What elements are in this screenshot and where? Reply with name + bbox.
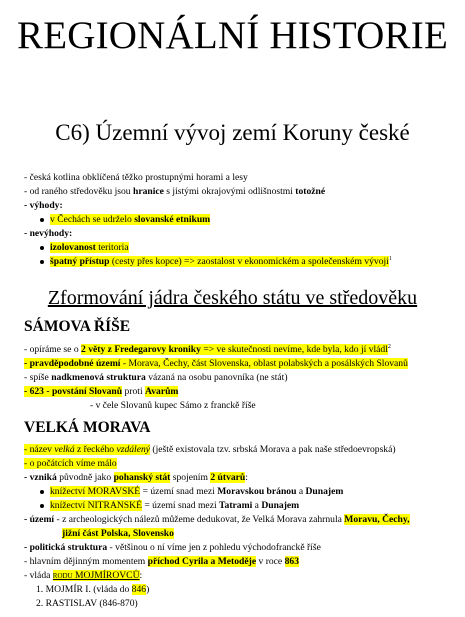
ruler-item-2: 2. RASTISLAV (846-870) [36, 598, 138, 609]
intro-advantage-item: v Čechách se udrželo slovanské etnikum [40, 214, 210, 226]
morava-line-6: - území - z archeologických nálezů můžeme dedukovat, že Velká Morava zahrnula Moravu, Čechy, [24, 514, 410, 525]
samo-line-4: - 623 - povstání Slovanů proti Avarům [24, 386, 179, 397]
chapter-title: C6) Územní vývoj zemí Koruny české [55, 120, 410, 145]
morava-line-8: - politická struktura - většinou o ní víme jen z pohledu východofranckě říše [24, 542, 321, 553]
samo-line-2: - pravděpodobné území - Morava, Čechy, část Slovenska, oblast polabských a posálských Slovanů [24, 358, 408, 369]
samo-heading: SÁMOVA ŘÍŠE [24, 318, 131, 335]
morava-line-9: - hlavním dějinným momentem příchod Cyrila a Metoděje v roce 863 [24, 556, 299, 567]
intro-line-2: - od raného středověku jsou hranice s jistými okrajovými odlišnostmi totožné [24, 186, 326, 197]
bullet-icon [40, 260, 44, 264]
bullet-icon [40, 490, 44, 494]
morava-bullet-2: knížectví NITRANSKÉ = území snad mezi Tatrami a Dunajem [40, 500, 299, 512]
morava-bullet-1: knížectví MORAVSKÉ = území snad mezi Moravskou bránou a Dunajem [40, 486, 343, 498]
bullet-icon [40, 218, 44, 222]
intro-disadvantage-item-1: izolovanost teritoria [40, 242, 129, 254]
morava-line-10: - vláda rodu MOJMÍROVCŮ: [24, 570, 143, 581]
morava-line-7: jižní část Polska, Slovensko [62, 528, 174, 539]
morava-line-3: - vzniká původně jako pohanský stát spojením 2 útvarů: [24, 472, 248, 483]
bullet-icon [40, 504, 44, 508]
ruler-item-1: 1. MOJMÍR I. (vláda do 846) [36, 584, 150, 595]
bullet-icon [40, 246, 44, 250]
morava-line-2: - o počátcích víme málo [24, 458, 117, 469]
intro-disadvantage-item-2: špatný přístup (cesty přes kopce) => zaostalost v ekonomickém a společenském vývoji$^1$ [40, 256, 392, 268]
page-title: REGIONÁLNÍ HISTORIE [17, 14, 448, 57]
intro-disadvantages: - nevýhody: [24, 228, 73, 239]
samo-line-3: - spíše nadkmenová struktura vázaná na osobu panovníka (ne stát) [24, 372, 288, 383]
morava-heading: VELKÁ MORAVA [24, 419, 151, 436]
samo-line-1: - opíráme se o 2 věty z Fredegarovy kroniky => ve skutečnosti nevíme, kde byla, kdo jí vládl$^2$ [24, 343, 391, 355]
samo-line-5: - v čele Slovanů kupec Sámo z franckě říše [90, 400, 256, 411]
morava-line-1: - název velká z řeckého vzdálený (ještě existovala tzv. srbská Morava a pak naše středoevropská) [24, 444, 396, 455]
intro-advantages: - výhody: [24, 200, 63, 211]
intro-line-1: - česká kotlina obklíčená těžko prostupnými horami a lesy [24, 172, 248, 183]
section-title: Zformování jádra českého státu ve středověku [47, 287, 418, 309]
